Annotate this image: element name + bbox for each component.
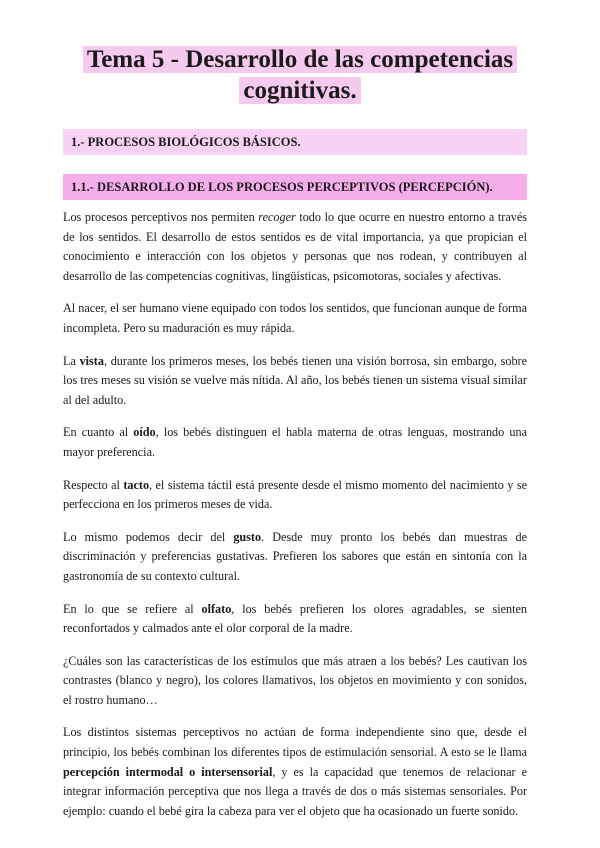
paragraph-4: En cuanto al oído, los bebés distinguen el habla materna de otras lenguas, mostrando una mayor preferencia. [63, 425, 527, 459]
page-title [0, 44, 600, 106]
paragraph-3: La vista, durante los primeros meses, los bebés tienen una visión borrosa, sin embargo, sobre los tres meses su visión se vuelve más nítida. Al año, los bebés tienen un sistema visual similar al del adulto. [63, 353, 528, 407]
paragraph-2: Al nacer, el ser humano viene equipado con todos los sentidos, que funcionan aunque de forma incompleta. Pero su maduración es muy rápida. [63, 301, 527, 335]
title-line-2: cognitivas. [239, 77, 360, 104]
paragraph-8: ¿Cuáles son las características de los estímulos que más atraen a los bebés? Les cautivan los contrastes (blanco y negro), los colores llamativos, los objetos en movimiento y con sonidos, el rostro humano… [63, 653, 527, 707]
body-text [63, 208, 527, 834]
paragraph-9: Los distintos sistemas perceptivos no actúan de forma independiente sino que, desde el principio, los bebés combinan los diferentes tipos de estimulación sensorial. A esto se le llama percepción intermodal o intersensorial, y es la capacidad que tenemos de relacionar e integrar información perceptiva que nos llega a través de dos o más sistemas sensoriales. Por ejemplo: cuando el bebé gira la cabeza para ver el objeto que ha ocasionado un fuerte sonido. [63, 725, 527, 818]
section-heading-1: 1.- PROCESOS BIOLÓGICOS BÁSICOS. [63, 129, 527, 155]
paragraph-5: Respecto al tacto, el sistema táctil está presente desde el mismo momento del nacimiento y se perfecciona en los primeros meses de vida. [63, 477, 527, 512]
section-heading-2: 1.1.- DESARROLLO DE LOS PROCESOS PERCEPTIVOS (PERCEPCIÓN). [63, 174, 527, 200]
paragraph-1: Los procesos perceptivos nos permiten recoger todo lo que ocurre en nuestro entorno a través de los sentidos. El desarrollo de estos sentidos es de vital importancia, ya que propician el conocimiento e interacción con los objetos y personas que nos rodean, y contribuyen al desarrollo de las competencias cognitivas, lingüísticas, psicomotoras, sociales y afectivas. [63, 210, 527, 283]
paragraph-6: Lo mismo podemos decir del gusto. Desde muy pronto los bebés dan muestras de discriminación y preferencias gustativas. Prefieren los sabores que están en sintonía con la gastronomía de su contexto cultural. [63, 529, 527, 583]
title-line-1: Tema 5 - Desarrollo de las competencias [83, 46, 517, 73]
paragraph-7: En lo que se refiere al olfato, los bebés prefieren los olores agradables, se sienten reconfortados y calmados ante el olor corporal de la madre. [63, 601, 527, 636]
